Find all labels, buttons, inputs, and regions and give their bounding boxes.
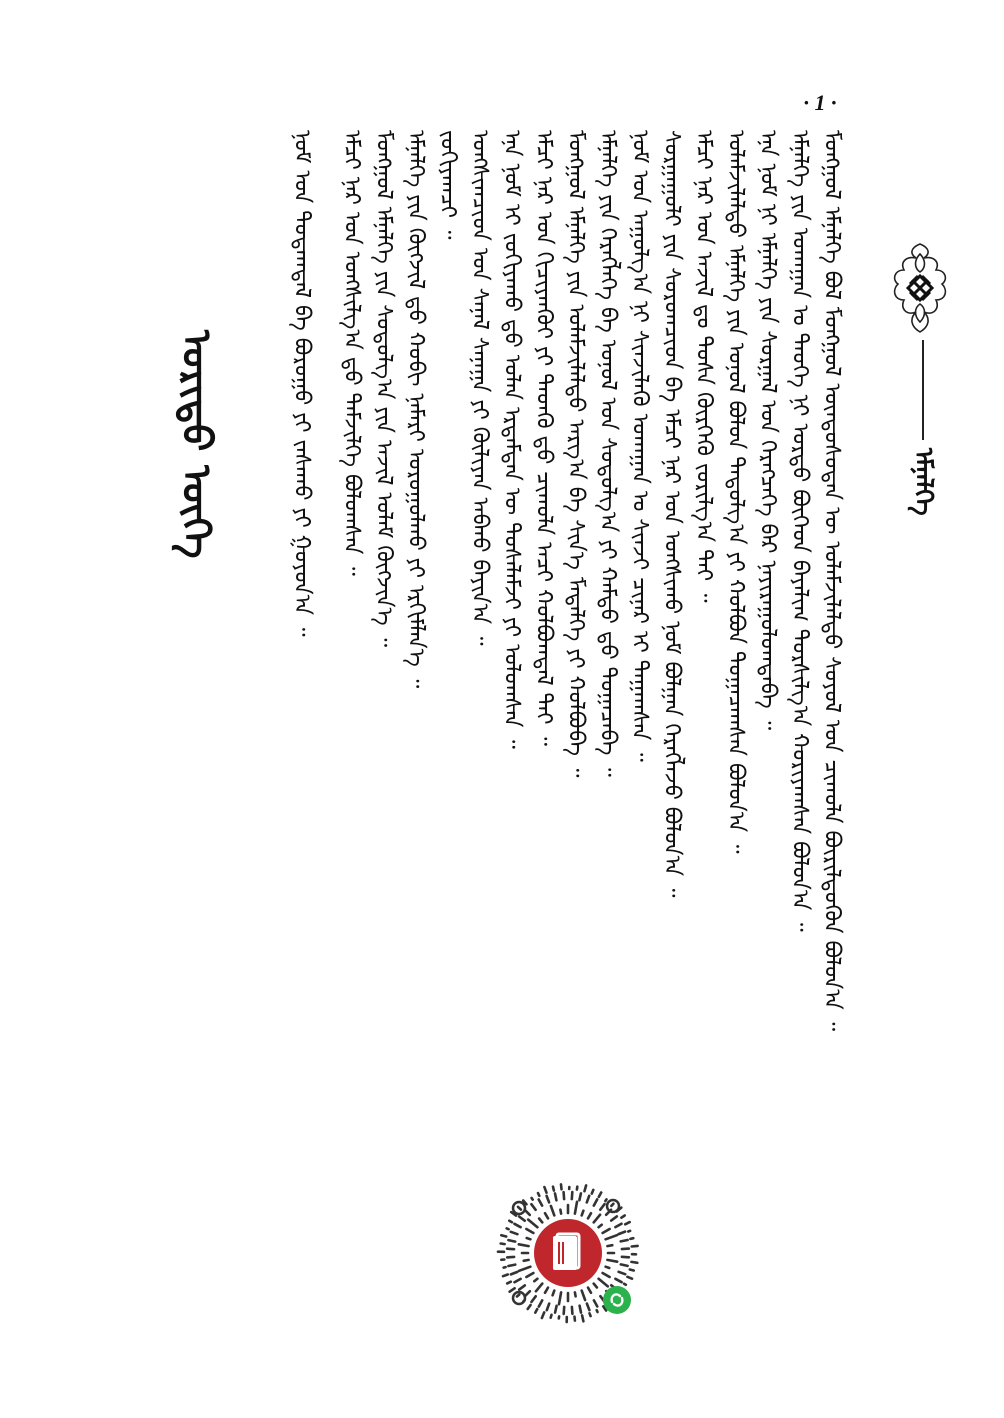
qr-dash (594, 1284, 597, 1288)
qr-dash (553, 1291, 555, 1296)
qr-dash (508, 1265, 515, 1266)
qr-dash (507, 1282, 511, 1284)
qr-dash (572, 1192, 573, 1199)
qr-dash (572, 1307, 573, 1314)
body-text (286, 130, 846, 1270)
text-line: ᠰᠤᠷᠭᠠᠭᠤᠯᠢ ᠶᠢᠨ ᠰᠤᠷᠤᠭᠴᠢᠳ ᠪᠠ ᠡᠮᠴᠢ ᠨᠠᠷ ᠤᠨ ᠤᠩᠱᠢᠬᠤ ᠨᠣᠮ ᠪᠣᠯᠭᠠᠨ ᠬᠡᠷᠡᠭᠯᠡᠵᠦ ᠪᠣᠯᠤᠨ᠎ᠠ ᠃ (659, 130, 684, 898)
text-line: ᠡᠮᠴᠢ ᠨᠠᠷ ᠤᠨ ᠬᠢᠴᠢᠶᠡᠨᠭᠦᠢ ᠶᠢ ᠳᠡᠳᠬᠦ ᠳ᠋ᠤ ᠴᠢᠬᠤᠯᠠ ᠠᠴᠢ ᠬᠣᠯᠪᠣᠭᠳᠠᠯ ᠲᠠᠢ ᠃ (531, 130, 556, 746)
text-line: ᠡᠮᠴᠢ ᠨᠠᠷ ᠤᠨ ᠤᠩᠱᠢᠯᠭ᠎ᠠ ᠳ᠋ᠤ ᠳᠡᠮᠵᠢᠯᠭᠡ ᠪᠣᠯᠤᠭᠰᠠᠨ ᠃ (339, 130, 364, 576)
qr-dash (503, 1275, 508, 1277)
text-line: ᠨᠣᠮ ᠤᠨ ᠠᠭᠤᠯᠭ᠎ᠠ ᠨᠢ ᠰᠢᠨᠵᠢᠯᠡᠬᠦ ᠤᠬᠠᠭᠠᠨ ᠤ ᠰᠢᠨᠵᠢ ᠴᠢᠨᠠᠷ ᠢ ᠳᠠᠭᠠᠭᠰᠠᠨ ᠃ (627, 130, 652, 762)
qr-dash (547, 1196, 550, 1203)
qr-dash (587, 1304, 590, 1311)
text-line: ᠮᠣᠩᠭᠣᠯ ᠡᠮᠨᠡᠯᠭᠡ ᠶᠢᠨ ᠤᠯᠠᠮᠵᠢᠯᠠᠯᠲᠤ ᠠᠷᠭ᠎ᠠ ᠪᠠ ᠰᠢᠨ᠎ᠡ ᠮᠡᠳᠡᠯᠭᠡ ᠶᠢ ᠬᠣᠯᠪᠣᠪᠠ ᠃ (563, 130, 588, 778)
wechat-mini-program-qr-icon[interactable] (493, 1178, 643, 1328)
qr-dash (564, 1307, 565, 1314)
qr-dash (514, 1224, 520, 1227)
qr-dash (511, 1232, 518, 1234)
text-line: ᠡᠨᠡ ᠨᠣᠮ ᠨᠢ ᠡᠮᠨᠡᠯᠭᠡ ᠶᠢᠨ ᠰᠤᠷᠭᠠᠯ ᠤᠨ ᠬᠡᠷᠡᠭᠴᠡᠭᠡ ᠪᠡᠷ ᠨᠠᠶᠢᠷᠠᠭᠤᠯᠤᠭᠳᠠᠪᠠ ᠃ (755, 130, 780, 731)
qr-dash (621, 1264, 628, 1266)
qr-dash (597, 1310, 598, 1312)
qr-dash (621, 1216, 624, 1218)
qr-dash (599, 1225, 602, 1228)
qr-dash (555, 1193, 556, 1200)
qr-dash (600, 1204, 604, 1210)
qr-dash (621, 1240, 628, 1241)
qr-dash (528, 1220, 537, 1228)
wechat-badge (603, 1286, 631, 1314)
qr-dash (532, 1198, 533, 1200)
text-line: ᠨᠣᠮ ᠤᠨ ᠳᠤᠲᠠᠭᠳᠠᠯ ᠪᠠ ᠪᠤᠷᠤᠭᠤ ᠶᠢ ᠵᠠᠰᠠᠬᠤ ᠶᠢ ᠭᠤᠶᠤᠨ᠎ᠠ ᠃ (289, 130, 314, 637)
qr-dash (519, 1267, 530, 1271)
qr-dash (594, 1215, 600, 1223)
qr-dash (539, 1300, 542, 1306)
qr-dash (575, 1202, 577, 1214)
qr-dash (510, 1288, 515, 1291)
qr-dash (575, 1292, 576, 1296)
qr-dash (594, 1199, 597, 1205)
qr-dash (501, 1235, 506, 1236)
qr-dash (615, 1224, 621, 1227)
qr-dash (625, 1222, 630, 1224)
qr-dash (587, 1196, 589, 1203)
text-line: ᠡᠮᠨᠡᠯᠭᠡ ᠶᠢᠨ ᠤᠬᠠᠭᠠᠨ ᠤ ᠲᠡᠦᠬᠡ ᠨᠢ ᠤᠷᠲᠤ ᠪᠥᠭᠡᠳ ᠪᠠᠶᠠᠯᠢᠭ ᠲᠤᠷᠰᠢᠯᠭ᠎ᠠ ᠬᠤᠷᠢᠶᠠᠭᠰᠠᠨ ᠪᠣᠯᠤᠨ᠎ᠠ ᠃ (787, 130, 812, 932)
qr-dash (507, 1257, 514, 1258)
text-line: ᠮᠣᠩᠭᠣᠯ ᠡᠮᠨᠡᠯᠭᠡ ᠶᠢᠨ ᠰᠤᠳᠤᠯᠭ᠎ᠠ ᠶᠢᠨ ᠠᠵᠢᠯ ᠤᠯᠠᠮ ᠬᠥᠭᠵᠢᠨ᠎ᠡ ᠃ (371, 130, 396, 648)
qr-dash (501, 1244, 505, 1245)
qr-dash (545, 1288, 548, 1293)
qr-dash (603, 1229, 610, 1233)
qr-dash (508, 1240, 515, 1242)
qr-dash (628, 1231, 630, 1232)
qr-dash (622, 1249, 629, 1250)
qr-dash (536, 1284, 542, 1292)
qr-dash (632, 1246, 638, 1247)
qr-dash (515, 1279, 521, 1282)
qr-dash (519, 1244, 529, 1246)
qr-dash (531, 1204, 535, 1210)
qr-dash (553, 1187, 554, 1191)
qr-dash (561, 1184, 562, 1189)
qr-dash (611, 1204, 613, 1206)
chapter-title-text: ᠤᠷᠢᠳᠤ ᠦᠭᠡ (173, 330, 219, 559)
qr-dash (559, 1292, 561, 1304)
qr-dash (547, 1304, 549, 1311)
qr-dash (631, 1262, 637, 1263)
qr-dash (582, 1211, 584, 1216)
qr-dash (585, 1185, 587, 1191)
qr-dash (564, 1192, 565, 1199)
qr-dash (588, 1288, 591, 1293)
qr-dash (551, 1315, 552, 1318)
qr-dash (630, 1270, 634, 1271)
qr-dash (594, 1300, 597, 1306)
qr-dash (560, 1210, 561, 1214)
running-head (900, 448, 946, 548)
qr-dash (509, 1221, 512, 1223)
qr-dash (539, 1200, 542, 1206)
qr-dash (526, 1273, 533, 1277)
qr-dash (582, 1315, 583, 1321)
qr-dash (611, 1216, 617, 1220)
qr-dash (599, 1193, 601, 1197)
qr-dash (545, 1213, 548, 1218)
endless-knot-icon (888, 240, 952, 336)
qr-dash (527, 1238, 531, 1239)
qr-dash (580, 1306, 581, 1313)
text-line: ᠡᠮᠴᠢ ᠨᠠᠷ ᠤᠨ ᠠᠵᠢᠯ ᠳᠤ ᠲᠤᠰᠠ ᠬᠦᠷᠭᠡᠬᠦ ᠵᠣᠷᠢᠯᠭ᠎ᠠ ᠲᠠᠢ ᠃ (691, 130, 716, 603)
page-number: · 1 · (803, 90, 837, 115)
text-line: ᠡᠨᠡ ᠨᠣᠮ ᠢ ᠵᠣᠬᠢᠶᠠᠬᠤ ᠳ᠋ᠤ ᠣᠯᠠᠨ ᠡᠷᠳᠡᠮᠲᠡᠨ ᠦ ᠲᠤᠰᠠᠯᠠᠮᠵᠢ ᠶᠢ ᠣᠯᠤᠭᠰᠠᠨ ᠃ (499, 130, 524, 749)
qr-dash (605, 1199, 606, 1201)
qr-dash (627, 1277, 632, 1279)
qr-dash (607, 1260, 617, 1262)
qr-dash (518, 1207, 521, 1210)
text-line: ᠡᠮᠨᠡᠯᠭᠡ ᠶᠢᠨ ᠬᠥᠭᠵᠢᠯ ᠳ᠋ᠤ ᠬᠤᠪᠢ ᠨᠡᠮᠡᠷᠢ ᠣᠷᠣᠭᠤᠯᠬᠤ ᠶᠢ ᠡᠷᠬᠢᠮᠯᠡᠨ᠎ᠡ ᠃ (403, 130, 428, 689)
text-line: ᠵᠣᠬᠢᠶᠠᠭᠴᠢ ᠃ (435, 130, 460, 240)
qr-dash (532, 1296, 536, 1302)
qr-dash (622, 1257, 629, 1258)
qr-dash (603, 1273, 610, 1277)
running-head-text: ᠡᠮᠨᠡᠯᠭᠡ (908, 448, 938, 516)
qr-dash (582, 1291, 585, 1300)
book-icon (553, 1234, 579, 1270)
qr-dash (524, 1260, 529, 1261)
qr-dash (579, 1193, 581, 1200)
qr-dash (544, 1187, 546, 1193)
qr-dash (519, 1217, 525, 1221)
qr-dash (551, 1206, 554, 1215)
qr-dash (539, 1219, 542, 1223)
qr-dash (507, 1249, 514, 1250)
qr-dash (592, 1190, 594, 1194)
qr-dash (511, 1272, 518, 1275)
text-line: ᠤᠩᠱᠢᠭᠴᠢᠳ ᠤᠨ ᠰᠠᠨᠠᠯ ᠰᠠᠨᠠᠭᠠ ᠶᠢ ᠬᠦᠯᠢᠶᠡᠨ ᠠᠪᠬᠤ ᠪᠠᠶᠢᠨ᠎ᠠ ᠃ (467, 130, 492, 646)
qr-dash (606, 1267, 610, 1268)
qr-dash (528, 1305, 531, 1309)
text-line: ᠤᠯᠠᠮᠵᠢᠯᠠᠯᠲᠤ ᠡᠮᠨᠡᠯᠭᠡ ᠶᠢᠨ ᠣᠨᠣᠯ ᠪᠣᠯᠤᠨ ᠳᠠᠳᠤᠯᠭ᠎ᠠ ᠶᠢ ᠬᠣᠯᠪᠣᠨ ᠲᠣᠭᠠᠴᠠᠭᠰᠠᠨ ᠪᠣᠯᠤᠨ᠎ᠠ ᠃ (723, 130, 748, 854)
qr-dash (534, 1279, 537, 1282)
qr-dash (624, 1284, 626, 1285)
header-rule (922, 340, 924, 440)
qr-dash (606, 1235, 617, 1239)
qr-dash (519, 1285, 525, 1289)
qr-dash (607, 1245, 612, 1246)
qr-dash (535, 1309, 537, 1313)
qr-dash (504, 1267, 506, 1268)
qr-dash (507, 1228, 509, 1229)
qr-dash (615, 1279, 621, 1282)
chapter-title (156, 330, 236, 559)
qr-dash (517, 1295, 519, 1297)
qr-dash (630, 1238, 633, 1239)
text-line: ᠮᠣᠩᠭᠣᠯ ᠡᠮᠨᠡᠯᠭᠡ ᠪᠣᠯ ᠮᠣᠩᠭᠣᠯ ᠦᠨᠳᠦᠰᠦᠲᠡᠨ ᠦ ᠤᠯᠠᠮᠵᠢᠯᠠᠯᠲᠤ ᠰᠣᠶᠣᠯ ᠤᠨ ᠴᠢᠬᠤᠯᠠ ᠪᠦᠷᠢᠯᠳᠦᠬᠦᠨ ᠪᠣᠯᠤᠨ᠎ᠠ ᠃ (819, 130, 844, 1032)
qr-dash (542, 1312, 544, 1318)
qr-dash (590, 1313, 591, 1316)
qr-dash (599, 1279, 608, 1287)
qr-dash (538, 1193, 539, 1196)
qr-dash (526, 1229, 533, 1233)
qr-dash (619, 1272, 626, 1274)
text-line: ᠡᠮᠨᠡᠯᠭᠡ ᠶᠢᠨ ᠬᠡᠷᠡᠭᠯᠡᠭᠡ ᠪᠠ ᠣᠨᠣᠯ ᠤᠨ ᠰᠤᠳᠤᠯᠭ᠎ᠠ ᠶᠢ ᠬᠠᠮᠲᠤ ᠳ᠋ᠤ ᠲᠣᠭᠠᠴᠠᠪᠠ ᠃ (595, 130, 620, 777)
qr-dash (619, 1232, 626, 1235)
qr-dash (555, 1306, 557, 1313)
qr-dash (588, 1213, 591, 1218)
